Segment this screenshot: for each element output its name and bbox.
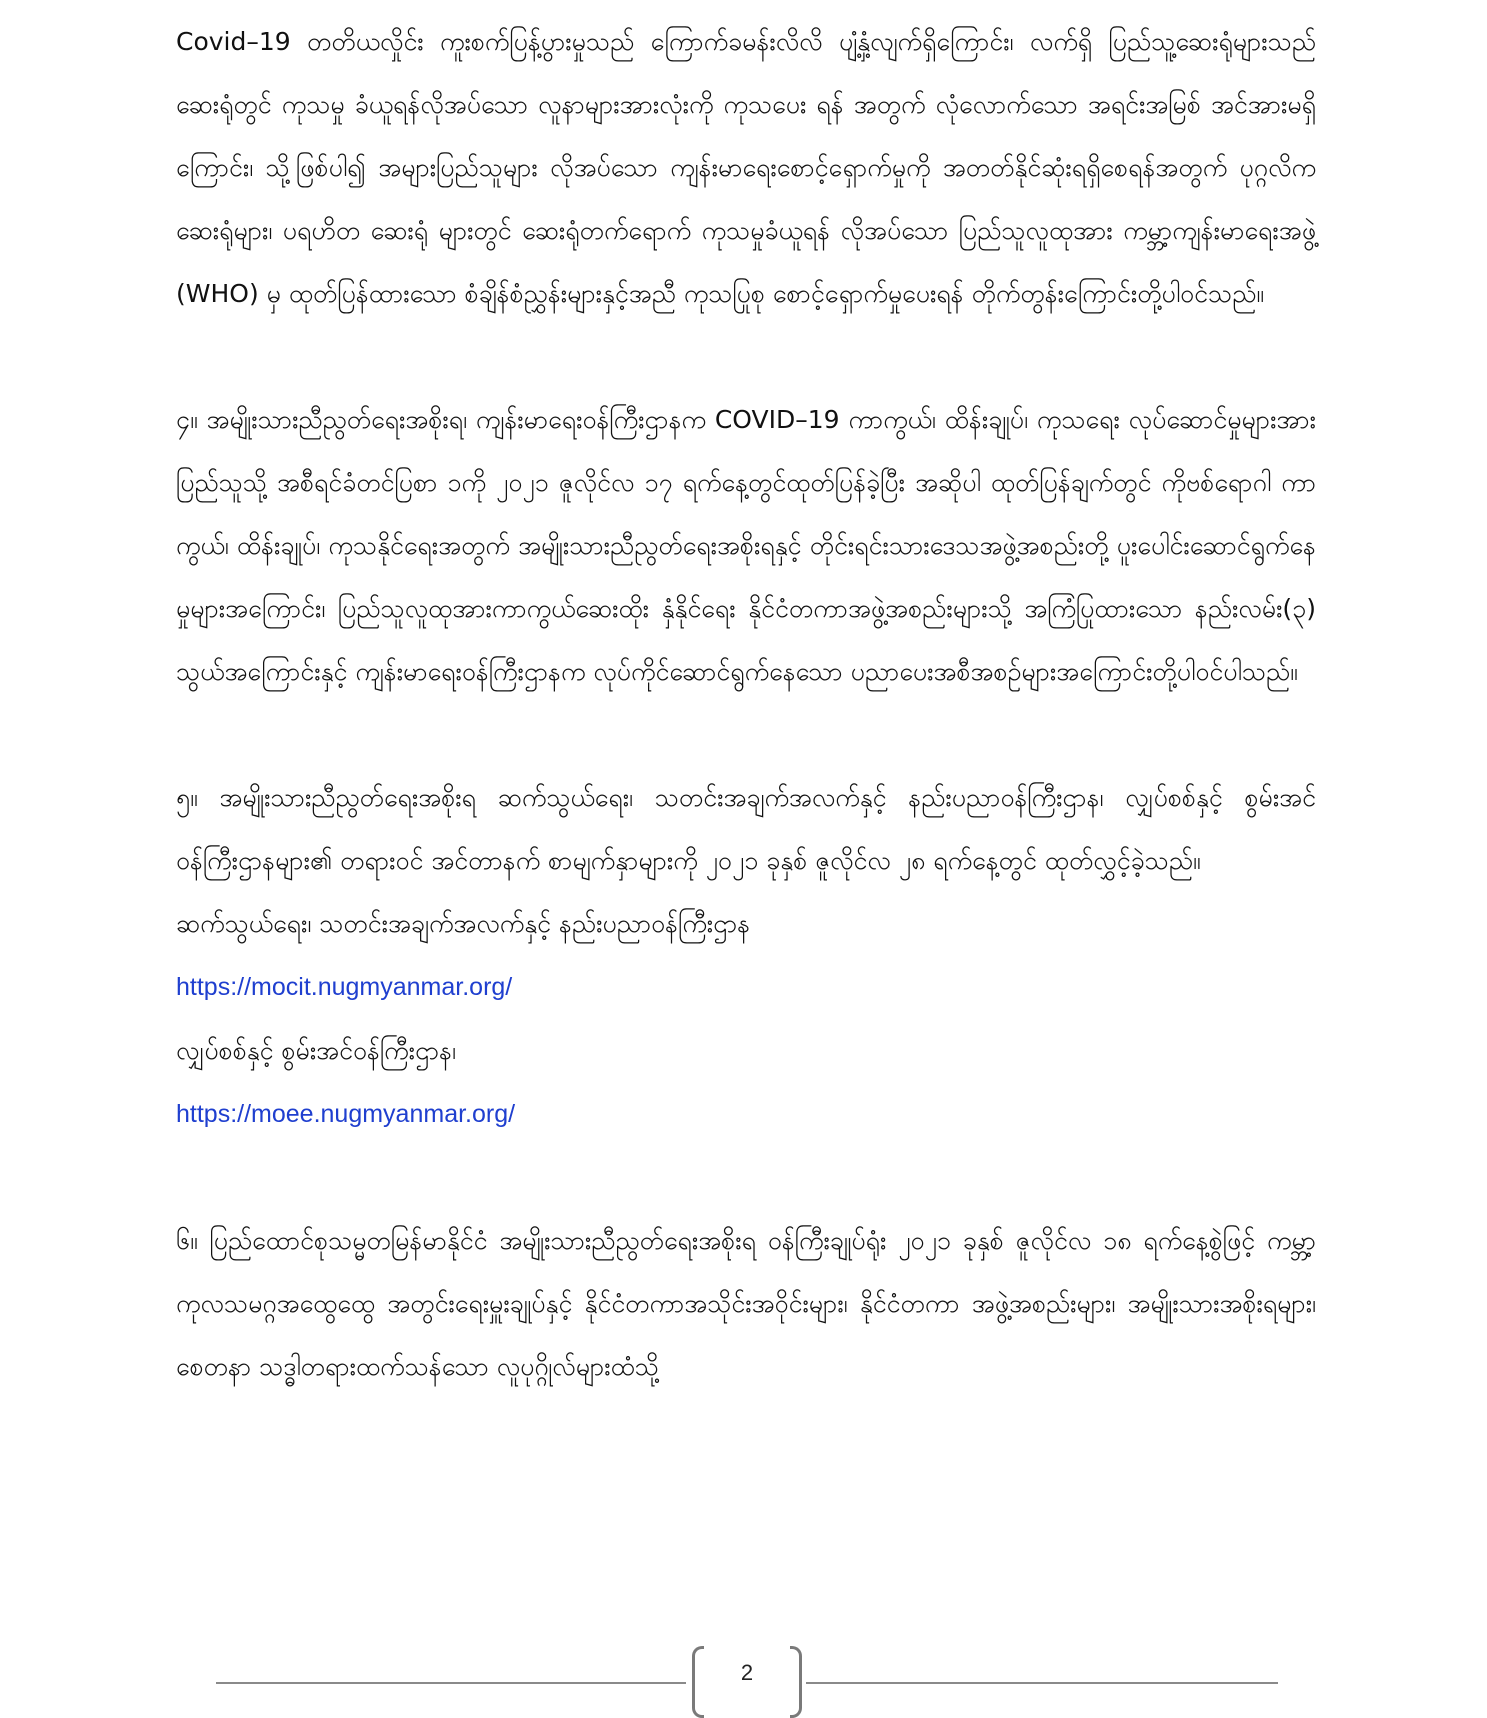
paragraph-5-websites: ၅။ အမျိုးသားညီညွတ်ရေးအစိုးရ ဆက်သွယ်ရေး၊ သတင်းအချက်အလက်နှင့် နည်းပညာဝန်ကြီးဌာန၊ လျှပ်စစ်နှင့် စွမ်းအင်ဝန်ကြီးဌာနများ၏ တရားဝင် အင်တာနက် စာမျက်နှာများကို ၂၀၂၁ ခုနှစ် ဇူလိုင်လ ၂၈ ရက်နေ့တွင် ထုတ်လွှင့်ခဲ့သည်။ xyxy=(176,783,1316,875)
right-bracket-icon xyxy=(790,1646,802,1718)
page-footer xyxy=(216,1642,1278,1702)
mocit-label: ဆက်သွယ်ရေး၊ သတင်းအချက်အလက်နှင့် နည်းပညာဝန်ကြီးဌာန xyxy=(176,909,751,938)
paragraph-covid-third-wave: Covid–19 တတိယလှိုင်း ကူးစက်ပြန့်ပွားမှုသည် ကြောက်ခမန်းလိလိ ပျံ့နှံ့လျက်ရှိကြောင်း၊ လက်ရှိ ပြည်သူ့ဆေးရုံများသည် ဆေးရုံတွင် ကုသမှု ခံယူရန်လိုအပ်သော လူနာများအားလုံးကို ကုသပေး ရန် အတွက် လုံလောက်သော အရင်းအမြစ် အင်အားမရှိကြောင်း၊ သို့ဖြစ်ပါ၍ အများပြည်သူများ လိုအပ်သော ကျန်းမာရေးစောင့်ရှောက်မှုကို အတတ်နိုင်ဆုံးရရှိစေရန်အတွက် ပုဂ္ဂလိက ဆေးရုံများ၊ ပရဟိတ ဆေးရုံ များတွင် ဆေးရုံတက်ရောက် ကုသမှုခံယူရန် လိုအပ်သော ပြည်သူလူထုအား ကမ္ဘာ့ကျန်းမာရေးအဖွဲ့ (WHO) မှ ထုတ်ပြန်ထားသော စံချိန်စံညွှန်းများနှင့်အညီ ကုသပြုစု စောင့်ရှောက်မှုပေးရန် တိုက်တွန်းကြောင်းတို့ပါဝင်သည်။ xyxy=(176,27,1316,308)
footer-rule-right xyxy=(806,1682,1278,1684)
paragraph-4-health-report: ၄။ အမျိုးသားညီညွတ်ရေးအစိုးရ၊ ကျန်းမာရေးဝန်ကြီးဌာနက COVID–19 ကာကွယ်၊ ထိန်းချုပ်၊ ကုသရေး လုပ်ဆောင်မှုများအား ပြည်သူသို့ အစီရင်ခံတင်ပြစာ ၁ကို ၂၀၂၁ ဇူလိုင်လ ၁၇ ရက်နေ့တွင်ထုတ်ပြန်ခဲ့ပြီး အဆိုပါ ထုတ်ပြန်ချက်တွင် ကိုဗစ်ရောဂါ ကာကွယ်၊ ထိန်းချုပ်၊ ကုသနိုင်ရေးအတွက် အမျိုးသားညီညွတ်ရေးအစိုးရနှင့် တိုင်းရင်းသားဒေသအဖွဲ့အစည်းတို့ ပူးပေါင်းဆောင်ရွက်နေမှုများအကြောင်း၊ ပြည်သူလူထုအားကာကွယ်ဆေးထိုး နှံနိုင်ရေး နိုင်ငံတကာအဖွဲ့အစည်းများသို့ အကြံပြုထားသော နည်းလမ်း(၃) သွယ်အကြောင်းနှင့် ကျန်းမာရေးဝန်ကြီးဌာနက လုပ်ကိုင်ဆောင်ရွက်နေသော ပညာပေးအစီအစဉ်များအကြောင်းတို့ပါဝင်ပါသည်။ xyxy=(176,405,1316,686)
ministry-links xyxy=(176,892,1316,1146)
footer-rule-left xyxy=(216,1682,686,1684)
moee-link-row xyxy=(176,1082,1316,1146)
paragraph-6-prime-minister-office: ၆။ ပြည်ထောင်စုသမ္မတမြန်မာနိုင်ငံ အမျိုးသားညီညွတ်ရေးအစိုးရ ဝန်ကြီးချုပ်ရုံး ၂၀၂၁ ခုနှစ် ဇူလိုင်လ ၁၈ ရက်နေ့စွဲဖြင့် ကမ္ဘာ့ကုလသမဂ္ဂအထွေထွေ အတွင်းရေးမှူးချုပ်နှင့် နိုင်ငံတကာအသိုင်းအဝိုင်းများ၊ နိုင်ငံတကာ အဖွဲ့အစည်းများ၊ အမျိုးသားအစိုးရများ၊ စေတနာ သဒ္ဓါတရားထက်သန်သော လူပုဂ္ဂိုလ်များထံသို့ xyxy=(176,1226,1316,1381)
moee-label: လျှပ်စစ်နှင့် စွမ်းအင်ဝန်ကြီးဌာန၊ xyxy=(176,1036,457,1065)
mocit-link-row xyxy=(176,955,1316,1019)
document-body xyxy=(176,10,1316,1398)
page-number: 2 xyxy=(740,1660,754,1685)
left-bracket-icon xyxy=(692,1646,704,1718)
mocit-link[interactable]: https://mocit.nugmyanmar.org/ xyxy=(176,973,513,1001)
moee-link[interactable]: https://moee.nugmyanmar.org/ xyxy=(176,1100,516,1128)
